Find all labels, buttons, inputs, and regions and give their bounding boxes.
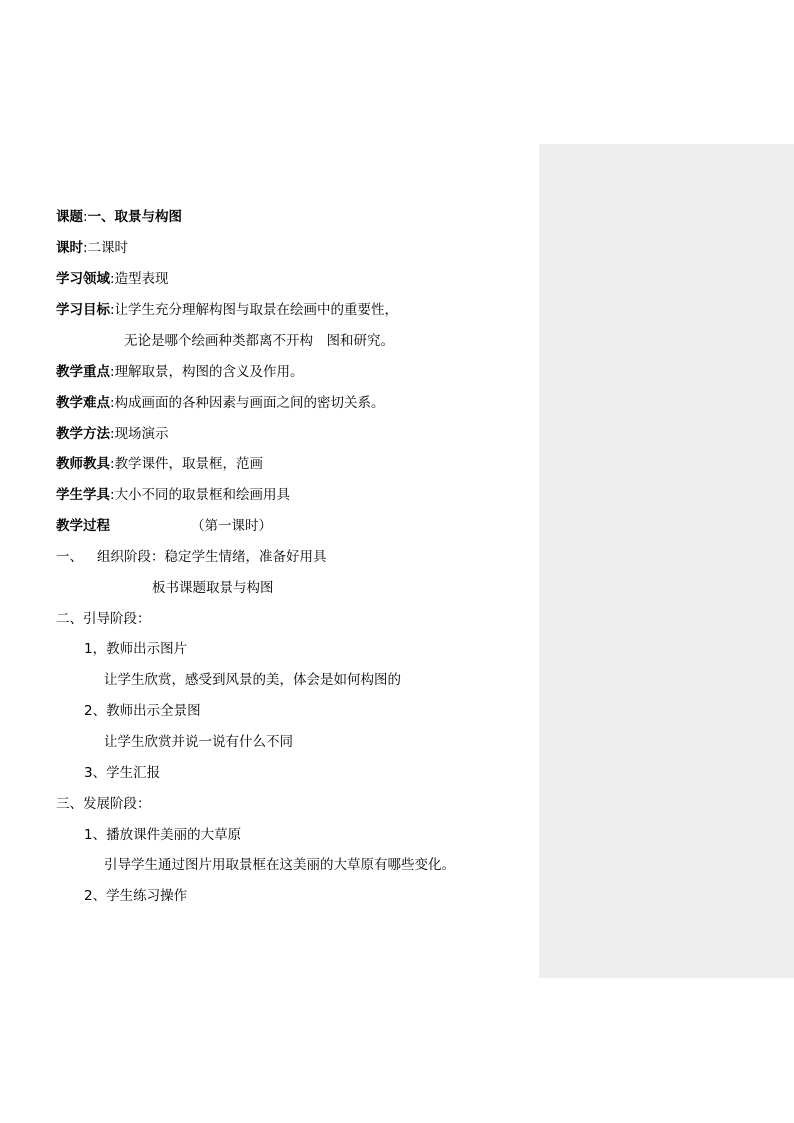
focus-value: 理解取景，构图的含义及作用。: [114, 364, 304, 380]
comment-pane: [539, 144, 794, 978]
field-label: 学习领域: [56, 271, 110, 287]
subject-row: [56, 208, 182, 226]
step-3-item-1: 1、播放课件美丽的大草原: [84, 827, 242, 843]
student-tools-value: 大小不同的取景框和绘画用具: [114, 487, 291, 503]
teacher-tools-label: 教师教具: [56, 456, 110, 472]
field-sep: :: [110, 271, 115, 287]
student-tools-row: [56, 486, 290, 504]
step-1-text: 组织阶段：稳定学生情绪，准备好用具: [97, 549, 327, 565]
method-value: 现场演示: [114, 426, 169, 442]
teacher-tools-sep: :: [110, 456, 115, 472]
step-3-item-1-detail: 引导学生通过图片用取景框在这美丽的大草原有哪些变化。: [104, 857, 455, 873]
focus-sep: :: [110, 364, 115, 380]
difficulty-value: 构成画面的各种因素与画面之间的密切关系。: [114, 395, 385, 411]
teacher-tools-value: 教学课件，取景框，范画: [114, 456, 264, 472]
step-2-item-1: 1，教师出示图片: [84, 641, 188, 657]
step-1-board-title: 板书课题取景与构图: [152, 580, 274, 596]
field-value: 造型表现: [114, 271, 169, 287]
difficulty-sep: :: [110, 395, 115, 411]
subject-sep: :: [83, 209, 88, 225]
step-2-item-3: 3、学生汇报: [84, 765, 161, 781]
step-2-title: 二、引导阶段：: [56, 611, 151, 627]
hours-value: 二课时: [87, 240, 129, 256]
process-session-note: （第一课时）: [191, 518, 272, 534]
goal-row: [56, 301, 398, 319]
difficulty-label: 教学难点: [56, 395, 110, 411]
method-sep: :: [110, 426, 115, 442]
process-heading: 教学过程: [56, 518, 110, 534]
goal-continuation: 无论是哪个绘画种类都离不开构 图和研究。: [124, 333, 394, 349]
focus-label: 教学重点: [56, 364, 110, 380]
method-row: [56, 425, 169, 443]
goal-sep: :: [110, 302, 115, 318]
hours-row: [56, 239, 128, 257]
hours-label: 课时: [56, 240, 83, 256]
student-tools-label: 学生学具: [56, 487, 110, 503]
step-3-title: 三、发展阶段：: [56, 796, 151, 812]
difficulty-row: [56, 394, 385, 412]
step-3-item-2: 2、学生练习操作: [84, 888, 188, 904]
field-row: [56, 270, 169, 288]
hours-sep: :: [83, 240, 88, 256]
subject-value: 一、取景与构图: [87, 209, 183, 225]
step-2-item-1-detail: 让学生欣赏，感受到风景的美，体会是如何构图的: [104, 672, 401, 688]
step-2-item-2: 2、教师出示全景图: [84, 703, 201, 719]
teacher-tools-row: [56, 455, 263, 473]
step-1-number: 一、: [56, 549, 83, 565]
student-tools-sep: :: [110, 487, 115, 503]
goal-value: 让学生充分理解构图与取景在绘画中的重要性，: [114, 302, 399, 318]
method-label: 教学方法: [56, 426, 110, 442]
focus-row: [56, 363, 304, 381]
subject-label: 课题: [56, 209, 83, 225]
step-2-item-2-detail: 让学生欣赏并说一说有什么不同: [104, 734, 293, 750]
goal-label: 学习目标: [56, 302, 110, 318]
